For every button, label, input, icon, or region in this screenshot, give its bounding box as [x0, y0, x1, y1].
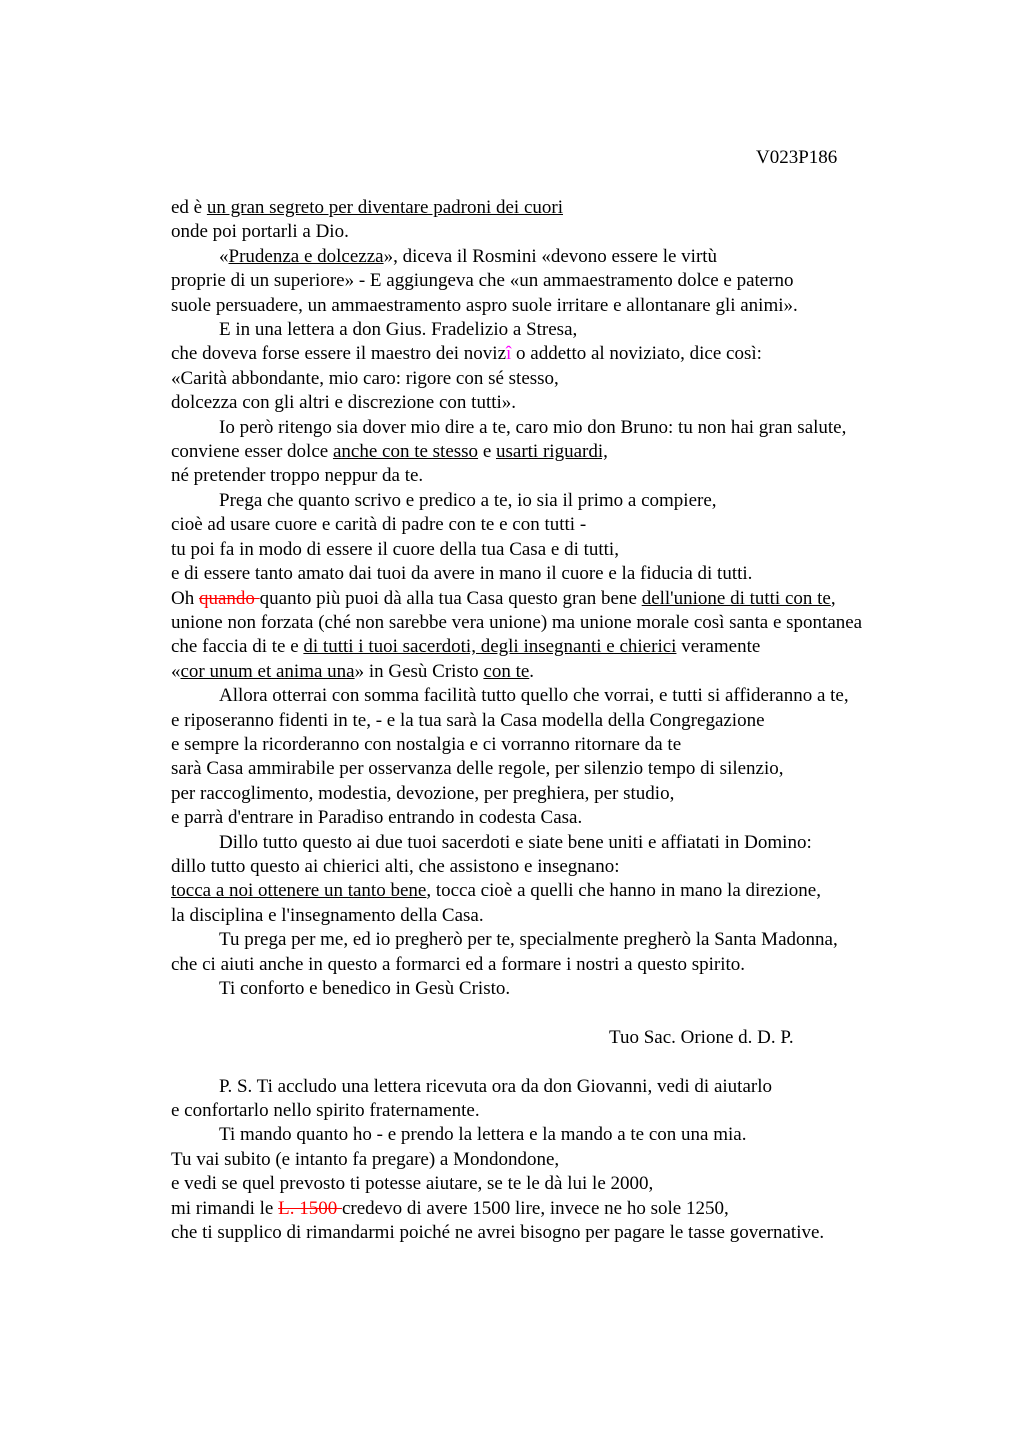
letter-body — [171, 196, 911, 1245]
text-line: Tu prega per me, ed io pregherò per te, specialmente pregherò la Santa Madonna, — [219, 929, 838, 951]
text-line: per raccoglimento, modestia, devozione, per preghiera, per studio, — [171, 782, 675, 804]
text-line: proprie di un superiore» - E aggiungeva che «un ammaestramento dolce e paterno — [171, 270, 794, 292]
text-line: e parrà d'entrare in Paradiso entrando in codesta Casa. — [171, 807, 583, 829]
text-line: Oh quando quanto più puoi dà alla tua Casa questo gran bene dell'unione di tutti con te, — [171, 587, 836, 609]
text-line: dolcezza con gli altri e discrezione con tutti». — [171, 392, 517, 414]
postscript-line: mi rimandi le L. 1500 credevo di avere 1500 lire, invece ne ho sole 1250, — [171, 1197, 729, 1219]
inserted-text: î — [506, 343, 512, 365]
text-line: ed è un gran segreto per diventare padroni dei cuori — [171, 197, 563, 218]
postscript-line: e confortarlo nello spirito fraternamente. — [171, 1100, 480, 1121]
underlined-text: tocca a noi ottenere un tanto bene — [171, 880, 427, 902]
underlined-text: un gran segreto per diventare padroni dei cuori — [206, 197, 563, 218]
text-line: «cor unum et anima una» in Gesù Cristo con te. — [171, 660, 535, 682]
postscript-line: e vedi se quel prevosto ti potesse aiutare, se te le dà lui le 2000, — [171, 1173, 654, 1195]
text-line: dillo tutto questo ai chierici alti, che assistono e insegnano: — [171, 855, 620, 877]
text-line: tu poi fa in modo di essere il cuore della tua Casa e di tutti, — [171, 538, 619, 560]
text-line: conviene esser dolce anche con te stesso e usarti riguardi, — [171, 441, 608, 463]
text-line: Io però ritengo sia dover mio dire a te, caro mio don Bruno: tu non hai gran salute, — [219, 416, 847, 438]
underlined-text: usarti riguardi, — [496, 441, 608, 463]
text-line: tocca a noi ottenere un tanto bene, tocca cioè a quelli che hanno in mano la direzione, — [171, 880, 821, 902]
text-line: Dillo tutto questo ai due tuoi sacerdoti e siate bene uniti e affiatati in Domino: — [219, 831, 812, 853]
text-line: e riposeranno fidenti in te, - e la tua sarà la Casa modella della Congregazione — [171, 709, 765, 731]
deleted-text: quando — [198, 587, 260, 609]
text-line: suole persuadere, un ammaestramento aspro suole irritare e allontanare gli animi». — [171, 294, 798, 316]
text-line: e sempre la ricorderanno con nostalgia e ci vorranno ritornare da te — [171, 733, 682, 755]
postscript-line: P. S. Ti accludo una lettera ricevuta ora da don Giovanni, vedi di aiutarlo — [219, 1075, 772, 1097]
underlined-text: dell'unione di tutti con te — [641, 587, 831, 609]
text-line: cioè ad usare cuore e carità di padre con te e con tutti - — [171, 514, 587, 536]
text-line: sarà Casa ammirabile per osservanza delle regole, per silenzio tempo di silenzio, — [171, 758, 784, 780]
deleted-text: L. 1500 — [278, 1197, 342, 1219]
text-line: che ci aiuti anche in questo a formarci ed a formare i nostri a questo spirito. — [171, 953, 746, 975]
text-line: onde poi portarli a Dio. — [171, 221, 349, 243]
text-line: «Prudenza e dolcezza», diceva il Rosmini «devono essere le virtù — [219, 245, 718, 267]
text-line: e di essere tanto amato dai tuoi da avere in mano il cuore e la fiducia di tutti. — [171, 563, 753, 585]
text-line: «Carità abbondante, mio caro: rigore con sé stesso, — [171, 367, 559, 389]
text-line: unione non forzata (ché non sarebbe vera unione) ma unione morale così santa e spontanea — [171, 611, 863, 633]
postscript-line: Tu vai subito (e intanto fa pregare) a Mondondone, — [171, 1148, 560, 1170]
underlined-text: con te — [483, 660, 530, 682]
postscript-line: che ti supplico di rimandarmi poiché ne avrei bisogno per pagare le tasse governative. — [171, 1222, 825, 1244]
text-line: né pretender troppo neppur da te. — [171, 465, 424, 487]
underlined-text: Prudenza e dolcezza — [228, 245, 384, 267]
text-line: Ti conforto e benedico in Gesù Cristo. — [219, 978, 511, 999]
text-line: che faccia di te e di tutti i tuoi sacerdoti, degli insegnanti e chierici veramente — [171, 636, 761, 658]
blank-line — [171, 1001, 911, 1025]
page-identifier: V023P186 — [756, 147, 838, 168]
text-line: la disciplina e l'insegnamento della Casa. — [171, 904, 484, 926]
underlined-text: cor unum et anima una — [180, 660, 355, 682]
signature: Tuo Sac. Orione d. D. P. — [609, 1026, 794, 1048]
underlined-text: anche con te stesso — [332, 441, 479, 463]
underlined-text: di tutti i tuoi sacerdoti, degli insegnanti e chierici — [303, 636, 677, 658]
text-line: Allora otterrai con somma facilità tutto quello che vorrai, e tutti si affideranno a te, — [219, 685, 849, 707]
blank-line — [171, 1050, 911, 1074]
text-line: che doveva forse essere il maestro dei novizî o addetto al noviziato, dice così: — [171, 343, 762, 365]
postscript-line: Ti mando quanto ho - e prendo la lettera e la mando a te con una mia. — [219, 1124, 747, 1146]
text-line: Prega che quanto scrivo e predico a te, io sia il primo a compiere, — [219, 489, 717, 511]
text-line: E in una lettera a don Gius. Fradelizio a Stresa, — [219, 319, 578, 341]
